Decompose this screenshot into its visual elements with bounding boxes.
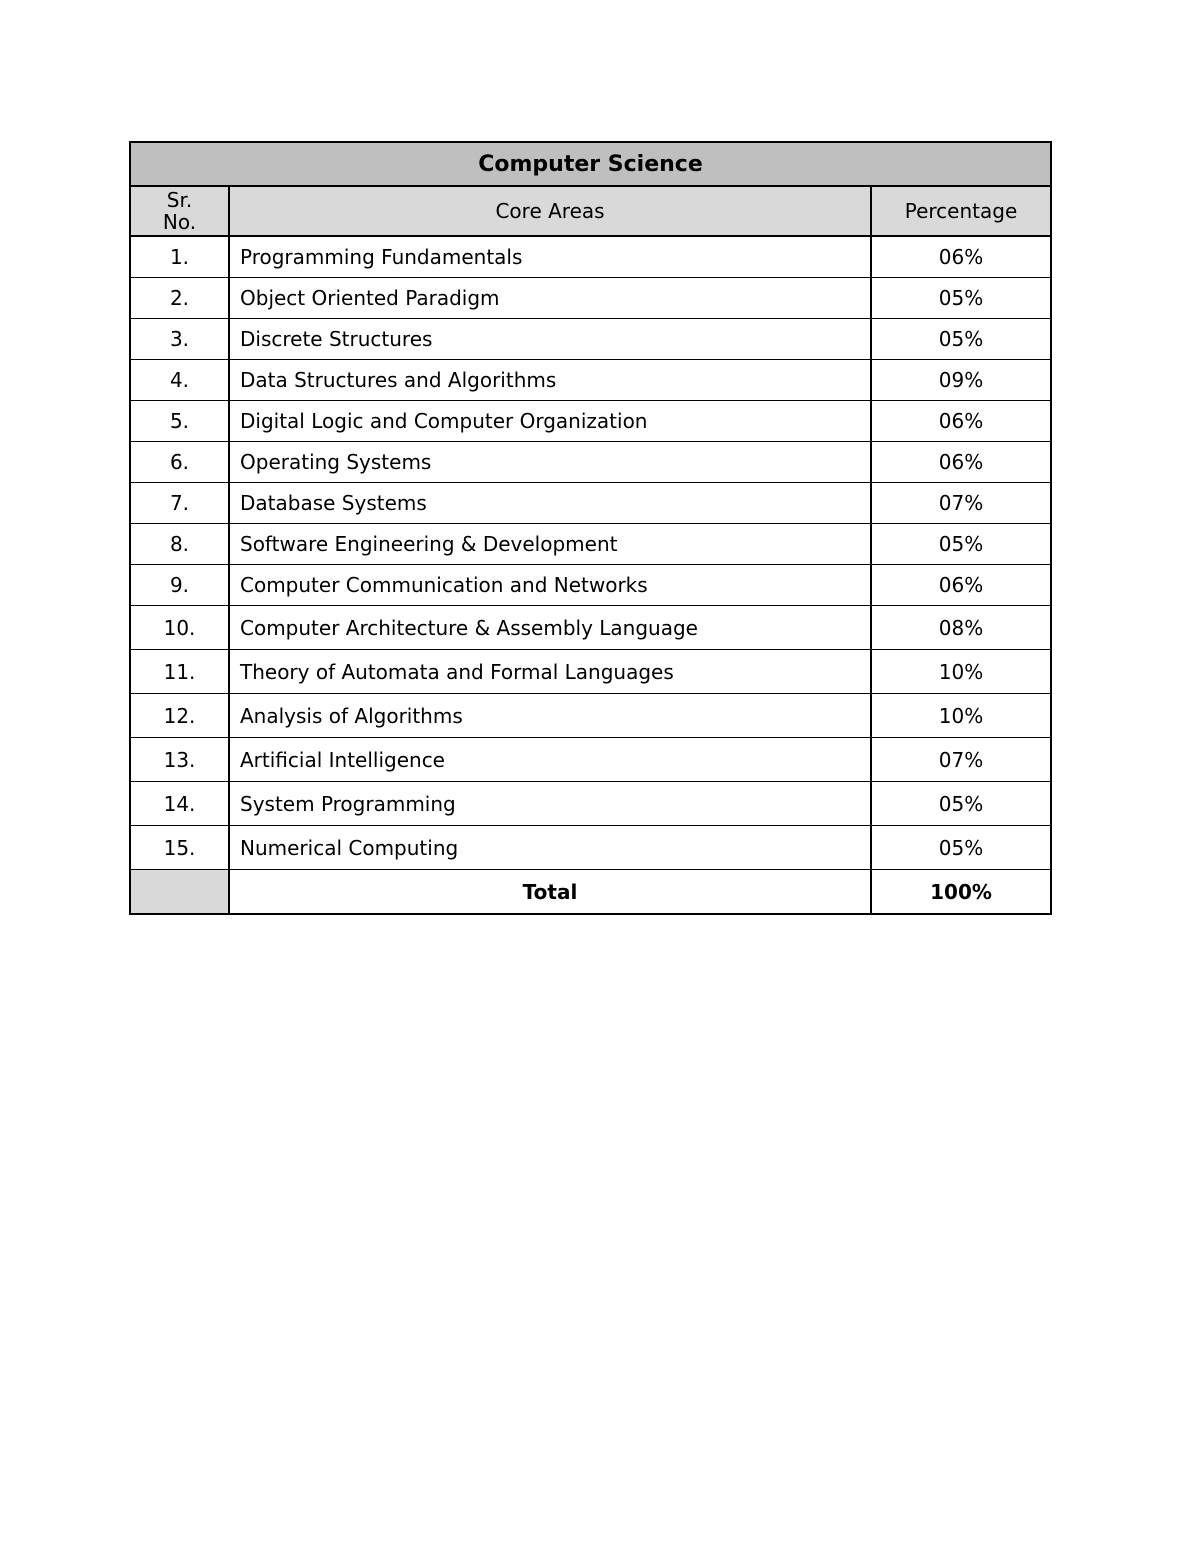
- row-percentage: 09%: [871, 360, 1051, 401]
- row-percentage: 10%: [871, 650, 1051, 694]
- table-row: [130, 401, 1051, 442]
- row-percentage: 06%: [871, 236, 1051, 278]
- table-row: [130, 236, 1051, 278]
- table-body: [130, 142, 1051, 914]
- table-row: [130, 738, 1051, 782]
- header-sr-no: Sr. No.: [130, 186, 229, 236]
- table-row: [130, 442, 1051, 483]
- row-core-area: Programming Fundamentals: [229, 236, 871, 278]
- row-core-area: Numerical Computing: [229, 826, 871, 870]
- row-core-area: Analysis of Algorithms: [229, 694, 871, 738]
- row-core-area: Discrete Structures: [229, 319, 871, 360]
- row-core-area: Operating Systems: [229, 442, 871, 483]
- row-sr-no: 9.: [130, 565, 229, 606]
- row-percentage: 06%: [871, 565, 1051, 606]
- table-row: [130, 782, 1051, 826]
- total-blank-cell: [130, 870, 229, 915]
- title-row: [130, 142, 1051, 186]
- row-sr-no: 13.: [130, 738, 229, 782]
- row-core-area: Computer Architecture & Assembly Language: [229, 606, 871, 650]
- row-sr-no: 10.: [130, 606, 229, 650]
- total-label: Total: [229, 870, 871, 915]
- row-percentage: 07%: [871, 738, 1051, 782]
- row-core-area: Data Structures and Algorithms: [229, 360, 871, 401]
- table-row: [130, 278, 1051, 319]
- table-row: [130, 483, 1051, 524]
- row-sr-no: 14.: [130, 782, 229, 826]
- row-core-area: Computer Communication and Networks: [229, 565, 871, 606]
- row-percentage: 08%: [871, 606, 1051, 650]
- table-row: [130, 650, 1051, 694]
- header-core-areas: Core Areas: [229, 186, 871, 236]
- row-sr-no: 7.: [130, 483, 229, 524]
- table-row: [130, 360, 1051, 401]
- row-sr-no: 1.: [130, 236, 229, 278]
- row-core-area: Database Systems: [229, 483, 871, 524]
- total-row: [130, 870, 1051, 915]
- total-value: 100%: [871, 870, 1051, 915]
- row-sr-no: 11.: [130, 650, 229, 694]
- row-core-area: Theory of Automata and Formal Languages: [229, 650, 871, 694]
- table-title: Computer Science: [130, 142, 1051, 186]
- row-sr-no: 4.: [130, 360, 229, 401]
- header-row: [130, 186, 1051, 236]
- row-sr-no: 2.: [130, 278, 229, 319]
- row-sr-no: 3.: [130, 319, 229, 360]
- table-row: [130, 565, 1051, 606]
- table-row: [130, 606, 1051, 650]
- table-row: [130, 694, 1051, 738]
- row-percentage: 05%: [871, 278, 1051, 319]
- row-core-area: Digital Logic and Computer Organization: [229, 401, 871, 442]
- row-sr-no: 15.: [130, 826, 229, 870]
- row-percentage: 07%: [871, 483, 1051, 524]
- row-core-area: System Programming: [229, 782, 871, 826]
- table-row: [130, 826, 1051, 870]
- row-percentage: 10%: [871, 694, 1051, 738]
- row-percentage: 05%: [871, 782, 1051, 826]
- computer-science-table: [129, 141, 1052, 915]
- row-core-area: Object Oriented Paradigm: [229, 278, 871, 319]
- row-sr-no: 12.: [130, 694, 229, 738]
- row-percentage: 06%: [871, 442, 1051, 483]
- table-row: [130, 524, 1051, 565]
- header-percentage: Percentage: [871, 186, 1051, 236]
- row-sr-no: 8.: [130, 524, 229, 565]
- row-core-area: Software Engineering & Development: [229, 524, 871, 565]
- row-sr-no: 6.: [130, 442, 229, 483]
- row-sr-no: 5.: [130, 401, 229, 442]
- row-percentage: 05%: [871, 319, 1051, 360]
- table-row: [130, 319, 1051, 360]
- row-percentage: 05%: [871, 826, 1051, 870]
- row-percentage: 05%: [871, 524, 1051, 565]
- row-percentage: 06%: [871, 401, 1051, 442]
- row-core-area: Artificial Intelligence: [229, 738, 871, 782]
